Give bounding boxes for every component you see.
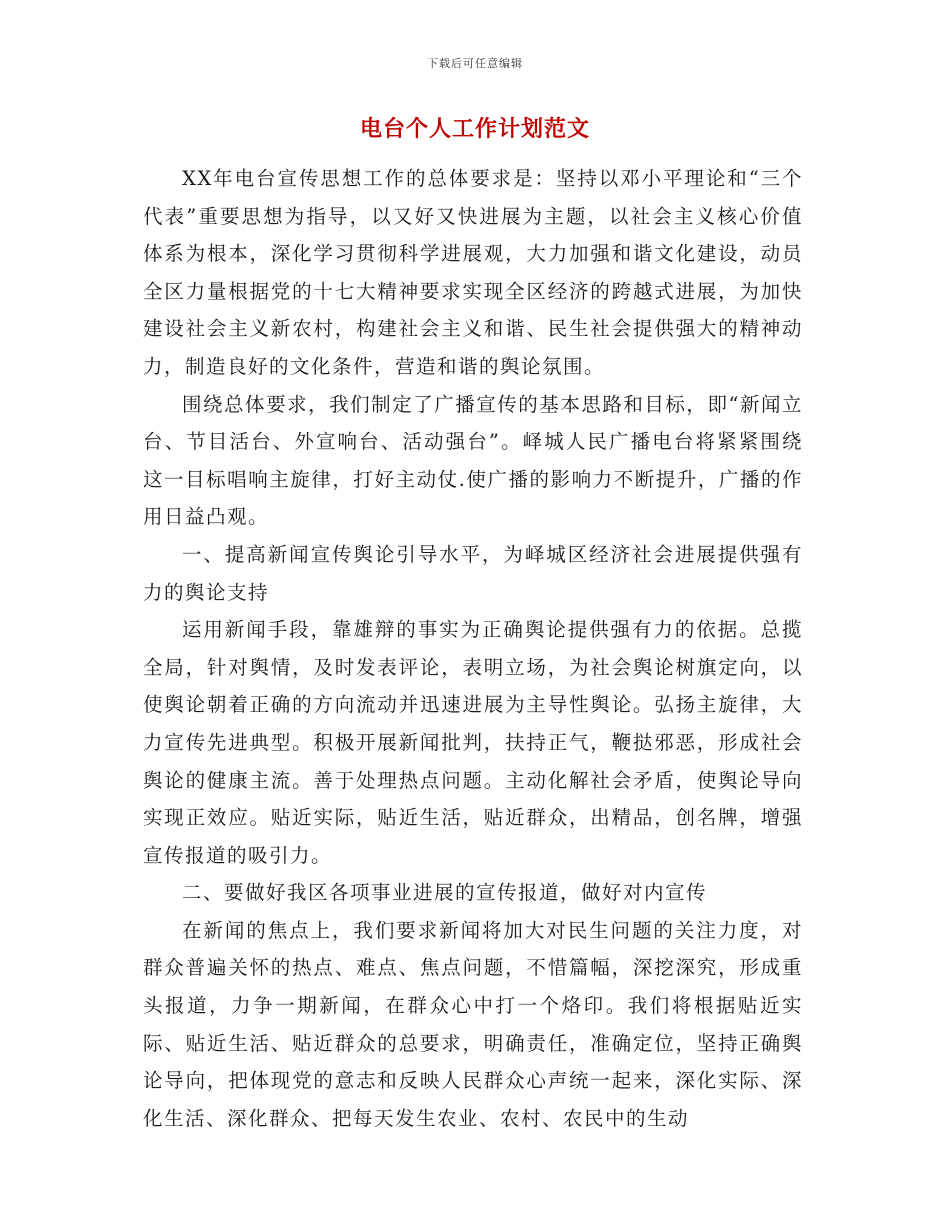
document-title: 电台个人工作计划范文 [359,116,590,142]
section-heading-2: 二、要做好我区各项事业进展的宣传报道，做好对内宣传 [182,881,708,905]
paragraph-section-2: 在新闻的焦点上，我们要求新闻将加大对民生问题的关注力度，对群众普遍关怀的热点、难点、焦点问题，不惜篇幅，深挖深究，形成重头报道，力争一期新闻，在群众心中打一个烙印。我们将根据贴近实际、贴近生活、贴近群众的总要求，明确责任，准确定位，坚持正确舆论导向，把体现党的意志和反映人民群众心声统一起来，深化实际、深化生活、深化群众、把每天发生农业、农村、农民中的生动 [143,918,803,1130]
paragraph-intro: XX年电台宣传思想工作的总体要求是：坚持以邓小平理论和“三个代表”重要思想为指导，以又好又快进展为主题，以社会主义核心价值体系为根本，深化学习贯彻科学进展观，大力加强和谐文化建设，动员全区力量根据党的十七大精神要求实现全区经济的跨越式进展，为加快建设社会主义新农村，构建社会主义和谐、民生社会提供强大的精神动力，制造良好的文化条件，营造和谐的舆论氛围。 [143,167,803,378]
document-body [143,160,803,1137]
paragraph-goals: 围绕总体要求，我们制定了广播宣传的基本思路和目标，即“新闻立台、节目活台、外宣响台、活动强台”。峄城人民广播电台将紧紧围绕这一目标唱响主旋律，打好主动仗.使广播的影响力不断提升，广播的作用日益凸观。 [143,392,803,529]
paragraph-section-1: 运用新闻手段，靠雄辩的事实为正确舆论提供强有力的依据。总揽全局，针对舆情，及时发表评论，表明立场，为社会舆论树旗定向，以使舆论朝着正确的方向流动并迅速进展为主导性舆论。弘扬主旋律，大力宣传先进典型。积极开展新闻批判，扶持正气，鞭挞邪恶，形成社会舆论的健康主流。善于处理热点问题。主动化解社会矛盾，使舆论导向实现正效应。贴近实际，贴近生活，贴近群众，出精品，创名牌，增强宣传报道的吸引力。 [143,618,803,867]
section-heading-1: 一、提高新闻宣传舆论引导水平，为峄城区经济社会进展提供强有力的舆论支持 [143,542,803,604]
header-note: 下载后可任意编辑 [427,57,523,70]
